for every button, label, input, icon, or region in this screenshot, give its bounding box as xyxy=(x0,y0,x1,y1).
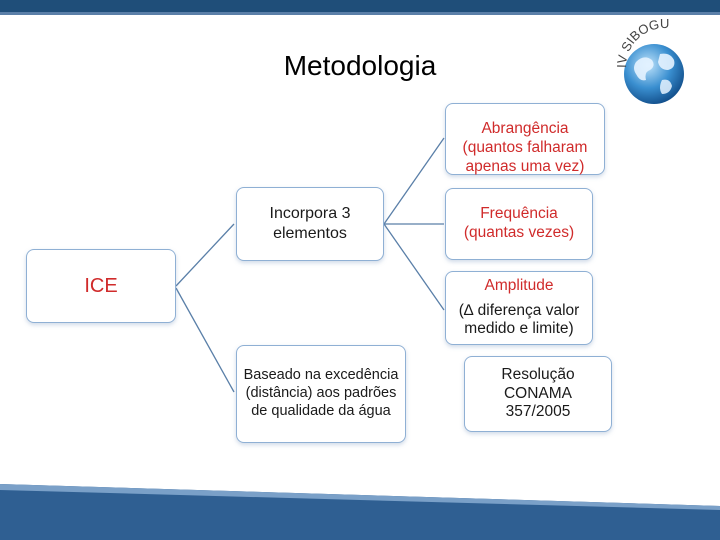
amplitude-title: Amplitude xyxy=(484,276,554,294)
amplitude-description: (∆ diferença valor medido e limite) xyxy=(458,301,580,338)
svg-text:IV SIBOGU: IV SIBOGU xyxy=(613,15,670,69)
element-scope-text: Abrangência (quantos falharam apenas uma vez) xyxy=(462,120,588,175)
branch-node-elements: Incorpora 3 elementos xyxy=(236,187,384,261)
branch-node-basis: Baseado na excedência (distância) aos padrões de qualidade da água xyxy=(236,345,406,443)
element-node-frequency: Frequência (quantas vezes) xyxy=(445,188,593,260)
reference-node: Resolução CONAMA 357/2005 xyxy=(464,356,612,432)
element-node-scope xyxy=(445,103,605,175)
root-node-ice: ICE xyxy=(26,249,176,323)
slide-title: Metodologia xyxy=(283,50,437,81)
element-node-amplitude xyxy=(445,271,593,345)
